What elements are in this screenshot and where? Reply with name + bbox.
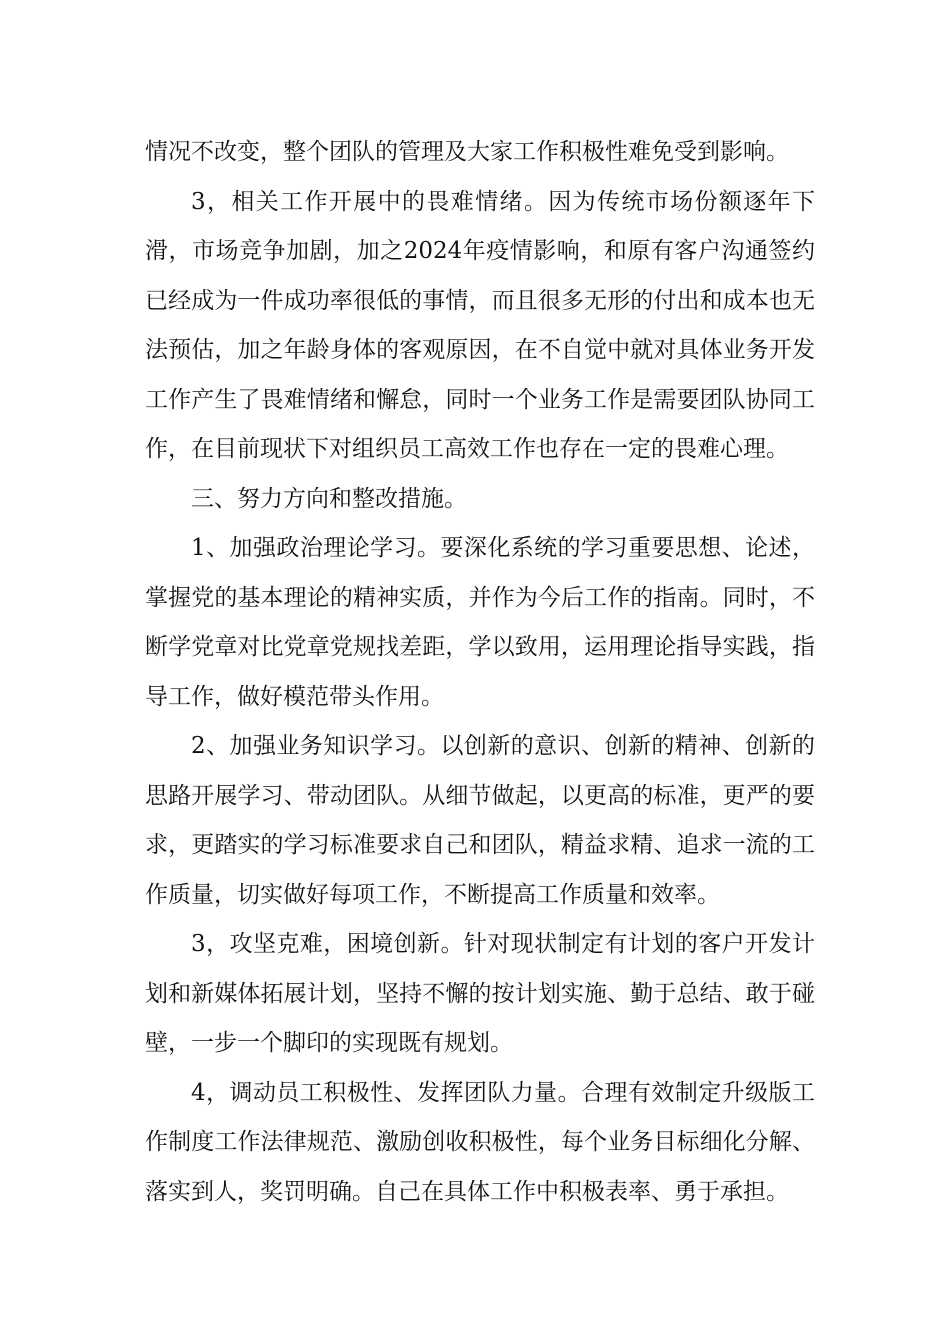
paragraph-item-3-fear: 3，相关工作开展中的畏难情绪。因为传统市场份额逐年下滑，市场竞争加剧，加之2024年疫情影响，和原有客户沟通签约已经成为一件成功率很低的事情，而且很多无形的付出和成本也无法预估，加之年龄身体的客观原因，在不自觉中就对具体业务开发工作产生了畏难情绪和懈怠，同时一个业务工作是需要团队协同工作，在目前现状下对组织员工高效工作也存在一定的畏难心理。 bbox=[145, 188, 815, 462]
document-body bbox=[145, 128, 815, 1217]
paragraph-item-3-innovation: 3，攻坚克难，困境创新。针对现状制定有计划的客户开发计划和新媒体拓展计划，坚持不懈的按计划实施、勤于总结、敢于碰壁，一步一个脚印的实现既有规划。 bbox=[145, 931, 815, 1056]
paragraph-continuation: 情况不改变，整个团队的管理及大家工作积极性难免受到影响。 bbox=[145, 139, 789, 165]
paragraph-item-2-business: 2、加强业务知识学习。以创新的意识、创新的精神、创新的思路开展学习、带动团队。从细节做起，以更高的标准，更严的要求，更踏实的学习标准要求自己和团队，精益求精、追求一流的工作质量，切实做好每项工作，不断提高工作质量和效率。 bbox=[145, 733, 815, 908]
paragraph-item-4-team: 4，调动员工积极性、发挥团队力量。合理有效制定升级版工作制度工作法律规范、激励创收积极性，每个业务目标细化分解、落实到人，奖罚明确。自己在具体工作中积极表率、勇于承担。 bbox=[145, 1079, 815, 1205]
section-heading-3: 三、努力方向和整改措施。 bbox=[191, 485, 467, 512]
paragraph-item-1-theory: 1、加强政治理论学习。要深化系统的学习重要思想、论述，掌握党的基本理论的精神实质，并作为今后工作的指南。同时，不断学党章对比党章党规找差距，学以致用，运用理论指导实践，指导工作，做好模范带头作用。 bbox=[145, 535, 815, 710]
